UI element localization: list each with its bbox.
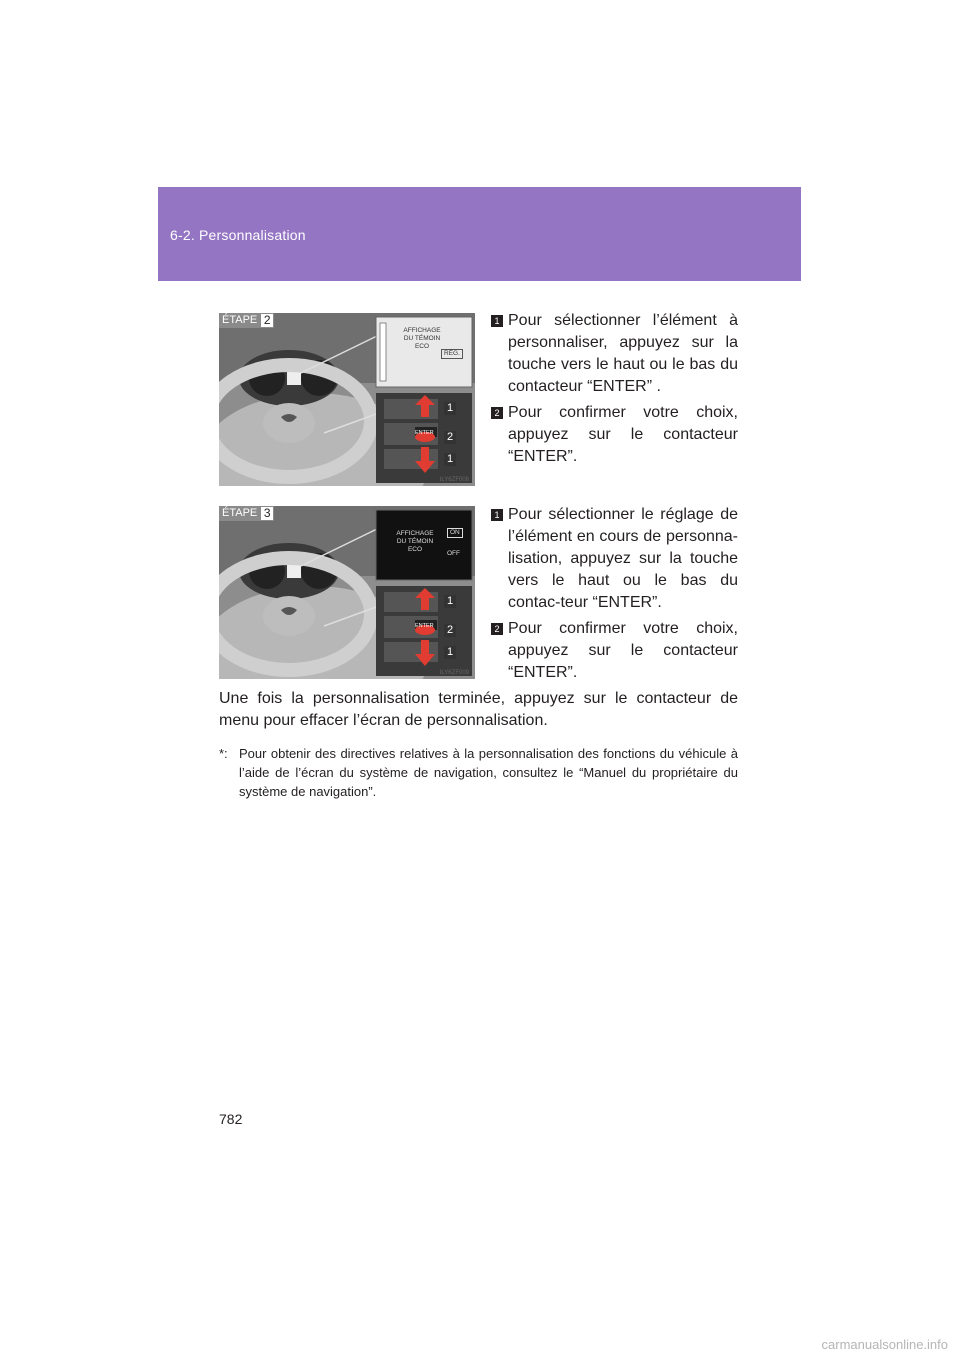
etape-word: ÉTAPE bbox=[219, 506, 260, 521]
etape-number: 3 bbox=[260, 506, 274, 521]
page-number: 782 bbox=[219, 1111, 243, 1127]
screen-text: AFFICHAGE DU TÉMOIN ECO bbox=[396, 530, 434, 553]
arrow-label-press: 2 bbox=[444, 624, 456, 637]
enter-label: ENTER bbox=[415, 623, 434, 629]
item-number: 2 bbox=[491, 407, 503, 419]
screen-option-off: OFF bbox=[447, 550, 460, 557]
footnote bbox=[219, 744, 738, 801]
enter-label: ENTER bbox=[415, 430, 434, 436]
arrow-label-down: 1 bbox=[444, 646, 456, 659]
footnote-text: Pour obtenir des directives relatives à la personnalisation des fonctions du véhicule à l’aide de l’écran du système de navigation, consultez le “Manuel du propriétaire du système de navigation”. bbox=[239, 746, 738, 799]
image-code: ILY6ZF008 bbox=[439, 477, 469, 483]
step-3-instructions bbox=[491, 504, 738, 688]
list-item bbox=[491, 402, 738, 468]
arrow-label-up: 1 bbox=[444, 595, 456, 608]
etape-label bbox=[219, 506, 274, 521]
item-number: 1 bbox=[491, 509, 503, 521]
etape-number: 2 bbox=[260, 313, 274, 328]
item-text: Pour confirmer votre choix, appuyez sur le contacteur “ENTER”. bbox=[508, 620, 738, 681]
list-item bbox=[491, 504, 738, 614]
item-text: Pour sélectionner l’élément à personnaliser, appuyez sur la touche vers le haut ou le bas du contacteur “ENTER” . bbox=[508, 312, 738, 395]
step-2-instructions bbox=[491, 310, 738, 472]
page-header bbox=[158, 187, 801, 281]
item-number: 2 bbox=[491, 623, 503, 635]
item-text: Pour sélectionner le réglage de l’élément en cours de personna-lisation, appuyez sur la touche vers le haut ou le bas du contac-teur “ENTER”. bbox=[508, 506, 738, 611]
screen-text: AFFICHAGE DU TÉMOIN ECO bbox=[403, 327, 441, 350]
etape-word: ÉTAPE bbox=[219, 313, 260, 328]
item-text: Pour confirmer votre choix, appuyez sur le contacteur “ENTER”. bbox=[508, 404, 738, 465]
etape-label bbox=[219, 313, 274, 328]
step-3-illustration bbox=[219, 506, 475, 679]
section-title: 6-2. Personnalisation bbox=[170, 227, 306, 243]
arrow-label-press: 2 bbox=[444, 431, 456, 444]
arrow-label-up: 1 bbox=[444, 402, 456, 415]
watermark: carmanualsonline.info bbox=[821, 1337, 948, 1352]
screen-badge-on: ON bbox=[447, 528, 463, 538]
image-code: ILY6ZF009 bbox=[439, 670, 469, 676]
list-item bbox=[491, 618, 738, 684]
footnote-mark: *: bbox=[219, 746, 228, 761]
screen-badge-reg: RÉG. bbox=[441, 349, 463, 359]
step-2-illustration bbox=[219, 313, 475, 486]
list-item bbox=[491, 310, 738, 398]
arrow-label-down: 1 bbox=[444, 453, 456, 466]
closing-paragraph: Une fois la personnalisation terminée, appuyez sur le contacteur de menu pour effacer l’écran de personnalisation. bbox=[219, 690, 738, 729]
item-number: 1 bbox=[491, 315, 503, 327]
